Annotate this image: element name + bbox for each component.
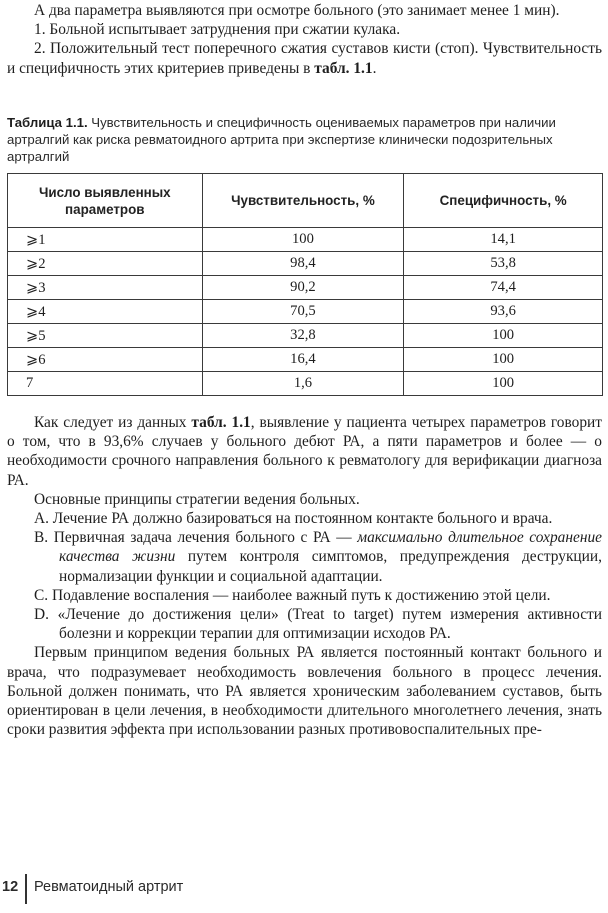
paragraph: Первым принципом ведения больных РА является постоянный контакт больного и врача, что подразумевает необходимость вовлечения больного в процесс лечения. Больной должен понимать, что РА является хроническим заболеванием суставов, быть ориентирован в цели лечения, в необходимости длительного многолетнего лечения, знать сроки развития эффекта при использовании разных противовоспалительных пре- [7,644,602,739]
table-row [8,276,603,300]
table-cell: ⩾2 [8,252,203,276]
table-cell: ⩾1 [8,228,203,252]
table-cell: 93,6 [404,300,603,324]
footer-divider [25,874,27,904]
table-row [8,348,603,372]
intro-text [7,1,602,78]
table-row [8,372,603,396]
criterion-2 [7,39,602,77]
table-caption [7,114,568,165]
table-row [8,252,603,276]
list-item: C. Подавление воспаления — наиболее важный путь к достижению этой цели. [34,586,551,604]
table-cell: 7 [8,372,203,396]
table-cell: 16,4 [202,348,404,372]
table-caption-label: Таблица 1.1. [7,115,88,130]
paragraph [7,413,602,490]
table-cell: 100 [202,228,404,252]
table-cell: ⩾6 [8,348,203,372]
table-cell: 90,2 [202,276,404,300]
table-cell: 98,4 [202,252,404,276]
table-reference: табл. 1.1 [191,414,251,431]
table-row [8,228,603,252]
column-header: Чувствительность, % [202,174,404,228]
list-item-text: путем контроля симптомов, предупреждения деструкции, нормализации функции и социальной адаптации. [59,548,602,585]
table-cell: 100 [404,348,603,372]
table-cell: ⩾5 [8,324,203,348]
table-cell: 100 [404,372,603,396]
page-footer [0,874,608,900]
data-table [7,173,603,396]
paragraph-text: Как следует из данных [34,414,192,431]
criterion-2-text: 2. Положительный тест поперечного сжатия суставов кисти (стоп). Чувствительность и специфичность этих критериев приведены в [7,40,602,77]
table-row [8,324,603,348]
list-item-text: B. Первичная задача лечения больного с РА — [34,529,358,547]
table-cell: 70,5 [202,300,404,324]
table-header-row [8,174,603,228]
column-header: Специфичность, % [404,174,603,228]
criterion-1: 1. Больной испытывает затруднения при сжатии кулака. [34,21,401,39]
table-cell: 74,4 [404,276,603,300]
body-text [7,413,602,739]
table-reference: табл. 1.1 [314,59,373,77]
table-cell: 53,8 [404,252,603,276]
table-row [8,300,603,324]
column-header: Число выявленных параметров [8,174,203,228]
table-caption-text: Чувствительность и специфичность оцениваемых параметров при наличии артралгий как риска ревматоидного артрита при экспертизе клинически подозрительных артралгий [7,115,556,164]
table-cell: 1,6 [202,372,404,396]
paragraph: А два параметра выявляются при осмотре больного (это занимает менее 1 мин). [34,2,560,19]
table-cell: 100 [404,324,603,348]
list-item: A. Лечение РА должно базироваться на постоянном контакте больного и врача. [34,510,553,528]
paragraph-text: , выявление у пациента четырех параметров говорит о том, что в 93,6% случаев у больного дебют РА, а пяти параметров и более — о необходимости срочного направления больного к ревматологу для верификации диагноза РА. [7,414,602,489]
table-cell: 32,8 [202,324,404,348]
list-item: D. «Лечение до достижения цели» (Treat to target) путем измерения активности болезни и коррекции терапии для оптимизации исходов РА. [34,606,602,643]
page-number: 12 [2,879,19,895]
running-title: Ревматоидный артрит [34,879,184,895]
table-cell: ⩾3 [8,276,203,300]
table-cell: ⩾4 [8,300,203,324]
emphasis: максимально длительное сохранение качества жизни [59,529,602,566]
list-item [7,528,602,586]
paragraph: Основные принципы стратегии ведения больных. [34,490,360,508]
punctuation: . [372,59,377,77]
table-cell: 14,1 [404,228,603,252]
